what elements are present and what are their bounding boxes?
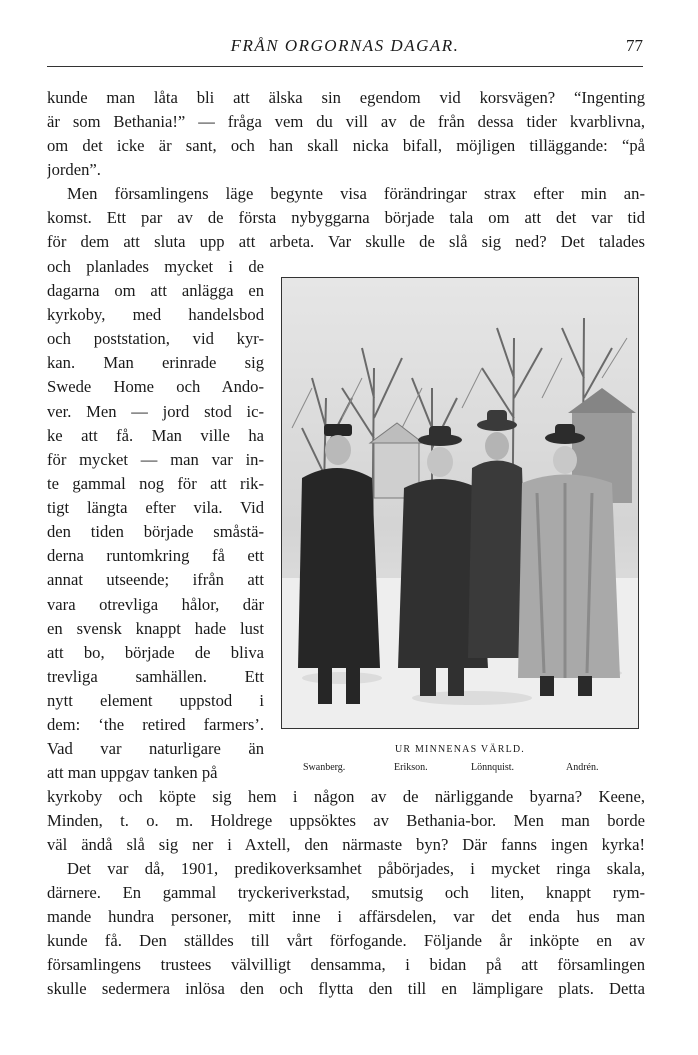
text-line: Vad var naturligare än <box>47 739 264 758</box>
figure-caption-title: UR MINNENAS VÄRLD. <box>394 744 526 755</box>
text-line: därnere. En gammal tryckeriverkstad, smutsig och liten, knappt rym- <box>47 883 645 902</box>
running-title: FRÅN ORGORNAS DAGAR. <box>230 36 460 55</box>
text-line: kyrkoby och köpte sig hem i någon av de närliggande byarna? Keene, <box>47 787 645 806</box>
text-line: trevliga samhällen. Ett <box>47 667 264 686</box>
running-head <box>47 36 643 60</box>
text-line: den tiden började småstä- <box>47 522 264 541</box>
text-line: kyrkoby, med handelsbod <box>47 305 264 324</box>
text-line: mande hundra personer, mitt inne i affärsdelen, var det enda hus man <box>47 907 645 926</box>
text-line: är som Bethania!” — fråga vem du vill av de från dessa tider kvarblivna, <box>47 112 645 131</box>
text-line: Minden, t. o. m. Holdrege uppsöktes av Bethania-bor. Men man borde <box>47 811 645 830</box>
figure-caption-names <box>281 762 639 776</box>
caption-name-andren: Andrén. <box>566 762 599 773</box>
text-line: ver. Men — jord stod ic- <box>47 402 264 421</box>
text-line: väl ändå slå sig ner i Axtell, den närmaste byn? Där fanns ingen kyrka! <box>47 835 645 854</box>
text-line: te gammal nog för att rik- <box>47 474 264 493</box>
caption-name-erikson: Erikson. <box>394 762 428 773</box>
text-line: att bo, började de bliva <box>47 643 264 662</box>
page-number: 77 <box>626 36 643 55</box>
text-line: kunde få. Den ställdes till vårt förfogande. Följande år inköpte en av <box>47 931 645 950</box>
text-line: komst. Ett par av de första nybyggarna började tala om att det var tid <box>47 208 645 227</box>
text-line: att man uppgav tanken på <box>47 763 218 782</box>
caption-name-swanberg: Swanberg. <box>303 762 346 773</box>
text-line: nytt element uppstod i <box>47 691 264 710</box>
text-line: ke att få. Man ville ha <box>47 426 264 445</box>
text-line: kunde man låta bli att älska sin egendom vid korsvägen? “Ingenting <box>47 88 645 107</box>
text-line: Men församlingens läge begynte visa förändringar strax efter min an- <box>67 184 645 203</box>
text-line: församlingens trustees välvilligt densamma, i bidan på att församlingen <box>47 955 645 974</box>
text-line: kan. Man erinrade sig <box>47 353 264 372</box>
text-line: Det var då, 1901, predikoverksamhet påbörjades, i mycket ringa skala, <box>67 859 645 878</box>
header-rule <box>47 66 643 67</box>
text-line: för dem att sluta upp att arbeta. Var skulle de slå sig ned? Det talades <box>47 232 645 251</box>
photograph-illustration <box>282 278 638 728</box>
photograph-four-men <box>281 277 639 729</box>
text-line: om det icke är sant, och han skall nicka bifall, möjligen tilläggande: “på <box>47 136 645 155</box>
text-line: annat utseende; ifrån att <box>47 570 264 589</box>
text-line: vara otrevliga hålor, där <box>47 595 264 614</box>
text-line: jorden”. <box>47 160 101 179</box>
text-line: dagarna om att anlägga en <box>47 281 264 300</box>
text-line: och planlades mycket i de <box>47 257 264 276</box>
text-line: derna runtomkring få ett <box>47 546 264 565</box>
text-line: tigt längta efter vila. Vid <box>47 498 264 517</box>
text-line: och poststation, vid kyr- <box>47 329 264 348</box>
text-line: en svensk knappt hade lust <box>47 619 264 638</box>
caption-name-lonnquist: Lönnquist. <box>471 762 515 773</box>
text-line: Swede Home och Ando- <box>47 377 264 396</box>
text-line: för mycket — man var in- <box>47 450 264 469</box>
text-line: skulle sedermera inlösa den och flytta den till en lämpligare plats. Detta <box>47 979 645 998</box>
text-line: dem: ‘the retired farmers’. <box>47 715 264 734</box>
